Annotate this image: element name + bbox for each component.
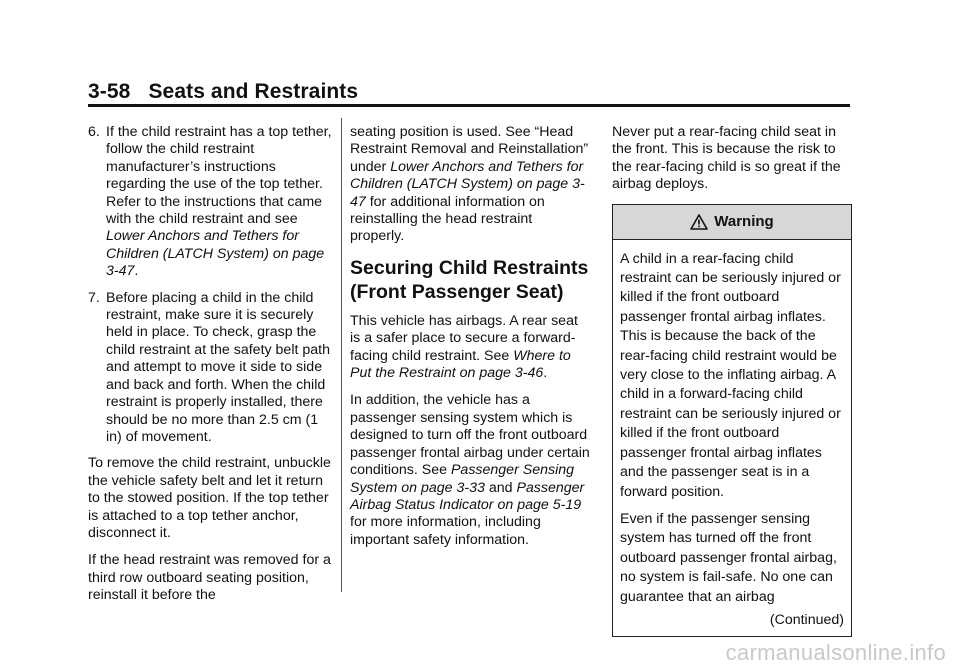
list-text — [106, 124, 335, 281]
text: for more information, including important safety information. — [350, 514, 541, 548]
text: seating position is used. See “Head Restraint Removal and Reinstallation” under — [350, 124, 589, 175]
warning-header — [613, 205, 851, 240]
cross-reference-link[interactable]: Lower Anchors and Tethers for Children (LATCH System) on page 3-47 — [106, 228, 325, 280]
watermark-text: carmanualsonline.info — [725, 640, 946, 665]
item-text-end: . — [134, 263, 139, 280]
column-left — [88, 124, 335, 615]
paragraph — [350, 124, 590, 246]
column-divider — [341, 118, 342, 592]
page-number: 3-58 — [88, 80, 131, 103]
paragraph: To remove the child restraint, unbuckle the vehicle safety belt and let it return to the stowed position. If the top tether is attached to a top tether anchor, disconnect it. — [88, 455, 331, 541]
warning-triangle-icon — [690, 214, 708, 230]
list-text: Before placing a child in the child restraint, make sure it is securely held in place. To check, grasp the child restraint at the safety belt path and attempt to move it side to side and back and forth. When the child restraint is properly installed, there should be no more than 2.5 cm (1 in) of movement. — [106, 289, 330, 445]
list-item-6 — [88, 124, 335, 281]
warning-body — [613, 240, 851, 637]
list-item-7 — [88, 290, 335, 447]
paragraph: A child in a rear-facing child restraint can be seriously injured or killed if the front outboard passenger frontal airbag inflates. This is because the back of the rear-facing child restraint would be very close to the inflating airbag. A child in a forward-facing child restraint can be seriously injured or killed if the front outboard passenger frontal airbag inflates and the passenger seat is in a forward position. — [620, 250, 841, 500]
column-right — [612, 124, 852, 637]
text: This vehicle has airbags. A rear seat is a safer place to secure a forward-facing child restraint. See — [350, 312, 578, 364]
text: . — [543, 365, 548, 382]
text: In addition, the vehicle has a passenger sensing system which is designed to turn off the front outboard passenger frontal airbag under certain conditions. See — [350, 392, 590, 479]
header-rule — [88, 104, 850, 107]
section-title: Seats and Restraints — [148, 80, 359, 103]
section-heading: Securing Child Restraints (Front Passenger Seat) — [350, 256, 589, 303]
cross-reference-link[interactable]: Passenger Airbag Status Indicator on page 5-19 — [350, 479, 585, 513]
paragraph: Never put a rear-facing child seat in the front. This is because the risk to the rear-facing child is so great if the airbag deploys. — [612, 124, 841, 193]
paragraph — [350, 392, 590, 549]
cross-reference-link[interactable]: Lower Anchors and Tethers for Children (LATCH System) on page 3-47 — [350, 158, 585, 210]
page-header — [88, 80, 358, 104]
warning-box — [612, 204, 852, 638]
text: and — [484, 479, 517, 496]
list-number: 7. — [88, 289, 100, 306]
list-number: 6. — [88, 124, 100, 140]
item-text: If the child restraint has a top tether, follow the child restraint manufacturer’s instructions regarding the use of the top tether. Refer to the instructions that came with the child restraint and see — [106, 124, 332, 228]
paragraph: If the head restraint was removed for a third row outboard seating position, reinstall it before the — [88, 552, 331, 604]
continued-label: (Continued) — [769, 611, 844, 628]
paragraph — [350, 313, 590, 383]
cross-reference-link[interactable]: Where to Put the Restraint on page 3-46 — [350, 347, 571, 382]
text: for additional information on reinstalling the head restraint properly. — [350, 193, 545, 245]
paragraph: Even if the passenger sensing system has turned off the front outboard passenger frontal airbag, no system is fail-safe. No one can guarantee that an airbag — [620, 510, 837, 605]
cross-reference-link[interactable]: Passenger Sensing System on page 3-33 — [350, 462, 575, 496]
column-middle — [350, 124, 590, 559]
warning-title: Warning — [714, 212, 774, 230]
